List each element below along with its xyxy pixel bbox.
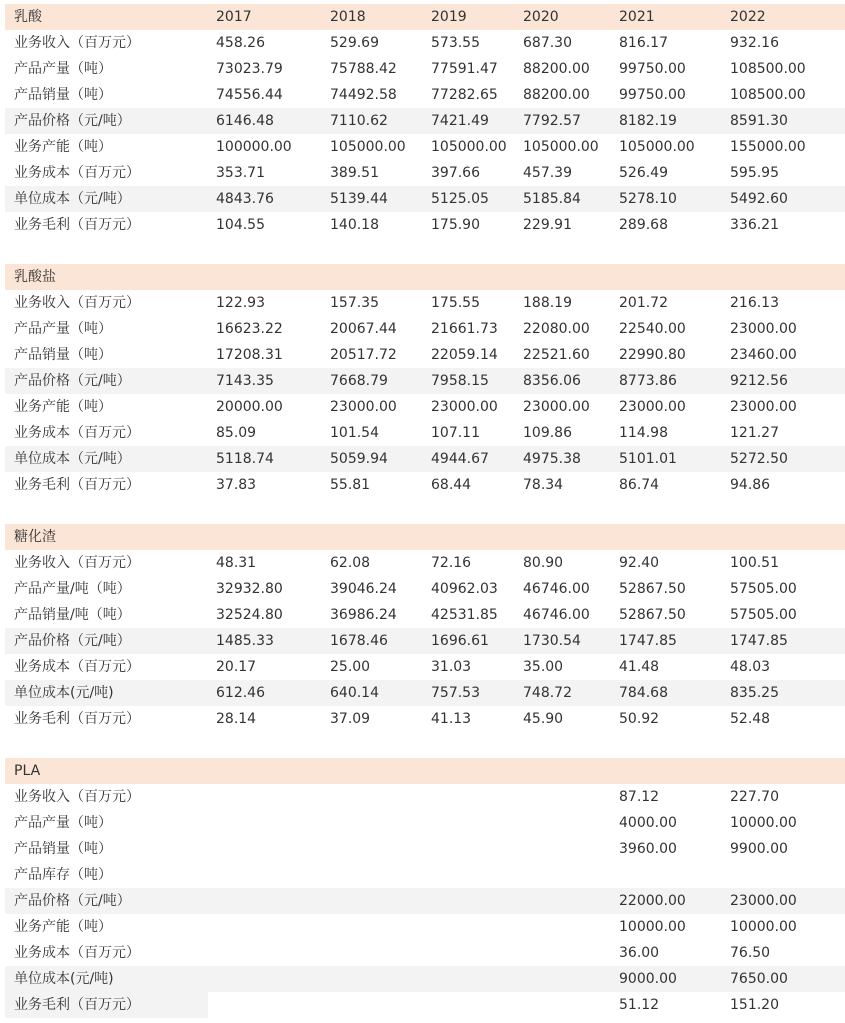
value-cell: 104.55 bbox=[216, 217, 265, 233]
value-cell: 5118.74 bbox=[216, 451, 274, 467]
value-cell: 52.48 bbox=[730, 711, 771, 727]
value-cell: 32524.80 bbox=[216, 607, 283, 623]
value-cell: 175.55 bbox=[431, 295, 480, 311]
row-label: 业务收入（百万元） bbox=[14, 295, 140, 311]
value-cell: 1747.85 bbox=[619, 633, 677, 649]
value-cell: 85.09 bbox=[216, 425, 257, 441]
value-cell: 216.13 bbox=[730, 295, 779, 311]
table-row bbox=[5, 134, 845, 160]
value-cell: 1678.46 bbox=[330, 633, 388, 649]
value-cell: 612.46 bbox=[216, 685, 265, 701]
value-cell: 529.69 bbox=[330, 35, 379, 51]
table-row bbox=[5, 160, 845, 186]
year-header: 2017 bbox=[216, 9, 252, 25]
table-row bbox=[5, 940, 845, 966]
table-row bbox=[5, 342, 845, 368]
value-cell: 20000.00 bbox=[216, 399, 283, 415]
value-cell: 92.40 bbox=[619, 555, 660, 571]
value-cell: 100.51 bbox=[730, 555, 779, 571]
value-cell: 526.49 bbox=[619, 165, 668, 181]
table-row bbox=[5, 186, 845, 212]
value-cell: 6146.48 bbox=[216, 113, 274, 129]
section-pla bbox=[5, 758, 845, 1018]
value-cell: 32932.80 bbox=[216, 581, 283, 597]
value-cell: 397.66 bbox=[431, 165, 480, 181]
value-cell: 687.30 bbox=[523, 35, 572, 51]
value-cell: 5492.60 bbox=[730, 191, 788, 207]
row-label: 产品价格（元/吨） bbox=[14, 113, 131, 129]
value-cell: 7650.00 bbox=[730, 971, 788, 987]
value-cell: 22540.00 bbox=[619, 321, 686, 337]
row-label: 产品产量/吨（吨） bbox=[14, 581, 131, 597]
value-cell: 52867.50 bbox=[619, 607, 686, 623]
value-cell: 122.93 bbox=[216, 295, 265, 311]
year-header: 2022 bbox=[730, 9, 766, 25]
year-header: 2020 bbox=[523, 9, 559, 25]
value-cell: 835.25 bbox=[730, 685, 779, 701]
section-header bbox=[5, 524, 845, 550]
value-cell: 80.90 bbox=[523, 555, 564, 571]
row-label: 业务成本（百万元） bbox=[14, 425, 140, 441]
section-lactate bbox=[5, 264, 845, 498]
table-row bbox=[5, 394, 845, 420]
value-cell: 3960.00 bbox=[619, 841, 677, 857]
row-label: 产品价格（元/吨） bbox=[14, 373, 131, 389]
table-row bbox=[5, 212, 845, 238]
value-cell: 23460.00 bbox=[730, 347, 797, 363]
section-header bbox=[5, 4, 845, 30]
row-label: 产品销量（吨） bbox=[14, 347, 112, 363]
section-header bbox=[5, 758, 845, 784]
row-label: 产品销量/吨（吨） bbox=[14, 607, 131, 623]
table-row bbox=[5, 446, 845, 472]
value-cell: 595.95 bbox=[730, 165, 779, 181]
value-cell: 8591.30 bbox=[730, 113, 788, 129]
value-cell: 4843.76 bbox=[216, 191, 274, 207]
value-cell: 77282.65 bbox=[431, 87, 498, 103]
row-label: 业务收入（百万元） bbox=[14, 555, 140, 571]
value-cell: 74556.44 bbox=[216, 87, 283, 103]
value-cell: 20517.72 bbox=[330, 347, 397, 363]
value-cell: 23000.00 bbox=[730, 893, 797, 909]
value-cell: 22000.00 bbox=[619, 893, 686, 909]
table-row bbox=[5, 550, 845, 576]
table-row bbox=[5, 30, 845, 56]
value-cell: 23000.00 bbox=[730, 399, 797, 415]
row-label: 业务成本（百万元） bbox=[14, 165, 140, 181]
table-row bbox=[5, 862, 845, 888]
value-cell: 87.12 bbox=[619, 789, 660, 805]
value-cell: 55.81 bbox=[330, 477, 371, 493]
value-cell: 28.14 bbox=[216, 711, 257, 727]
value-cell: 227.70 bbox=[730, 789, 779, 805]
value-cell: 62.08 bbox=[330, 555, 371, 571]
table-row bbox=[5, 654, 845, 680]
value-cell: 573.55 bbox=[431, 35, 480, 51]
row-label: 产品销量（吨） bbox=[14, 87, 112, 103]
value-cell: 25.00 bbox=[330, 659, 371, 675]
value-cell: 1747.85 bbox=[730, 633, 788, 649]
value-cell: 108500.00 bbox=[730, 87, 806, 103]
row-label: 单位成本（元/吨） bbox=[14, 191, 131, 207]
row-label: 业务产能（吨） bbox=[14, 399, 112, 415]
value-cell: 5101.01 bbox=[619, 451, 677, 467]
value-cell: 23000.00 bbox=[730, 321, 797, 337]
value-cell: 68.44 bbox=[431, 477, 472, 493]
value-cell: 99750.00 bbox=[619, 61, 686, 77]
value-cell: 48.31 bbox=[216, 555, 257, 571]
row-label: 单位成本(元/吨) bbox=[14, 685, 114, 701]
value-cell: 1696.61 bbox=[431, 633, 489, 649]
value-cell: 5059.94 bbox=[330, 451, 388, 467]
value-cell: 10000.00 bbox=[730, 815, 797, 831]
table-row bbox=[5, 420, 845, 446]
row-label: 产品产量（吨） bbox=[14, 61, 112, 77]
value-cell: 100000.00 bbox=[216, 139, 292, 155]
value-cell: 457.39 bbox=[523, 165, 572, 181]
value-cell: 20.17 bbox=[216, 659, 257, 675]
row-label: 业务毛利（百万元） bbox=[14, 711, 140, 727]
value-cell: 23000.00 bbox=[330, 399, 397, 415]
value-cell: 4000.00 bbox=[619, 815, 677, 831]
value-cell: 37.83 bbox=[216, 477, 257, 493]
value-cell: 9000.00 bbox=[619, 971, 677, 987]
table-row bbox=[5, 56, 845, 82]
value-cell: 16623.22 bbox=[216, 321, 283, 337]
value-cell: 57505.00 bbox=[730, 581, 797, 597]
value-cell: 99750.00 bbox=[619, 87, 686, 103]
value-cell: 9212.56 bbox=[730, 373, 788, 389]
value-cell: 229.91 bbox=[523, 217, 572, 233]
value-cell: 21661.73 bbox=[431, 321, 498, 337]
row-label: 产品价格（元/吨） bbox=[14, 893, 131, 909]
value-cell: 640.14 bbox=[330, 685, 379, 701]
value-cell: 88200.00 bbox=[523, 61, 590, 77]
value-cell: 10000.00 bbox=[619, 919, 686, 935]
value-cell: 74492.58 bbox=[330, 87, 397, 103]
value-cell: 41.48 bbox=[619, 659, 660, 675]
value-cell: 22990.80 bbox=[619, 347, 686, 363]
row-label: 业务毛利（百万元） bbox=[14, 477, 140, 493]
value-cell: 4975.38 bbox=[523, 451, 581, 467]
value-cell: 8356.06 bbox=[523, 373, 581, 389]
value-cell: 289.68 bbox=[619, 217, 668, 233]
table-row bbox=[5, 992, 845, 1018]
value-cell: 46746.00 bbox=[523, 581, 590, 597]
section-title: 乳酸盐 bbox=[14, 269, 56, 285]
year-header: 2019 bbox=[431, 9, 467, 25]
table-row bbox=[5, 784, 845, 810]
value-cell: 7668.79 bbox=[330, 373, 388, 389]
value-cell: 46746.00 bbox=[523, 607, 590, 623]
value-cell: 86.74 bbox=[619, 477, 660, 493]
value-cell: 201.72 bbox=[619, 295, 668, 311]
value-cell: 7792.57 bbox=[523, 113, 581, 129]
value-cell: 121.27 bbox=[730, 425, 779, 441]
value-cell: 50.92 bbox=[619, 711, 660, 727]
value-cell: 101.54 bbox=[330, 425, 379, 441]
table-row bbox=[5, 316, 845, 342]
value-cell: 31.03 bbox=[431, 659, 472, 675]
value-cell: 784.68 bbox=[619, 685, 668, 701]
row-label: 业务产能（吨） bbox=[14, 919, 112, 935]
value-cell: 7958.15 bbox=[431, 373, 489, 389]
value-cell: 42531.85 bbox=[431, 607, 498, 623]
year-header: 2021 bbox=[619, 9, 655, 25]
row-label: 产品库存（吨） bbox=[14, 867, 112, 883]
section-lactic-acid bbox=[5, 4, 845, 238]
value-cell: 748.72 bbox=[523, 685, 572, 701]
table-row bbox=[5, 966, 845, 992]
value-cell: 458.26 bbox=[216, 35, 265, 51]
value-cell: 336.21 bbox=[730, 217, 779, 233]
value-cell: 389.51 bbox=[330, 165, 379, 181]
table-row bbox=[5, 602, 845, 628]
section-saccharification-residue bbox=[5, 524, 845, 732]
value-cell: 7421.49 bbox=[431, 113, 489, 129]
value-cell: 76.50 bbox=[730, 945, 771, 961]
value-cell: 1485.33 bbox=[216, 633, 274, 649]
value-cell: 75788.42 bbox=[330, 61, 397, 77]
value-cell: 114.98 bbox=[619, 425, 668, 441]
row-label: 单位成本(元/吨) bbox=[14, 971, 114, 987]
value-cell: 78.34 bbox=[523, 477, 564, 493]
value-cell: 105000.00 bbox=[619, 139, 695, 155]
value-cell: 9900.00 bbox=[730, 841, 788, 857]
row-label: 业务成本（百万元） bbox=[14, 945, 140, 961]
row-label: 业务收入（百万元） bbox=[14, 35, 140, 51]
value-cell: 22080.00 bbox=[523, 321, 590, 337]
row-label: 单位成本（元/吨） bbox=[14, 451, 131, 467]
value-cell: 40962.03 bbox=[431, 581, 498, 597]
value-cell: 72.16 bbox=[431, 555, 472, 571]
value-cell: 23000.00 bbox=[431, 399, 498, 415]
row-label: 业务成本（百万元） bbox=[14, 659, 140, 675]
year-header: 2018 bbox=[330, 9, 366, 25]
row-label: 产品销量（吨） bbox=[14, 841, 112, 857]
value-cell: 41.13 bbox=[431, 711, 472, 727]
table-row bbox=[5, 108, 845, 134]
table-row bbox=[5, 836, 845, 862]
value-cell: 57505.00 bbox=[730, 607, 797, 623]
value-cell: 157.35 bbox=[330, 295, 379, 311]
value-cell: 105000.00 bbox=[431, 139, 507, 155]
value-cell: 8773.86 bbox=[619, 373, 677, 389]
value-cell: 107.11 bbox=[431, 425, 480, 441]
value-cell: 48.03 bbox=[730, 659, 771, 675]
value-cell: 17208.31 bbox=[216, 347, 283, 363]
section-header bbox=[5, 264, 845, 290]
table-row bbox=[5, 576, 845, 602]
financial-table bbox=[5, 4, 845, 1018]
value-cell: 35.00 bbox=[523, 659, 564, 675]
value-cell: 188.19 bbox=[523, 295, 572, 311]
table-row bbox=[5, 628, 845, 654]
value-cell: 5278.10 bbox=[619, 191, 677, 207]
row-label: 产品价格（元/吨） bbox=[14, 633, 131, 649]
table-row bbox=[5, 290, 845, 316]
value-cell: 109.86 bbox=[523, 425, 572, 441]
value-cell: 39046.24 bbox=[330, 581, 397, 597]
value-cell: 73023.79 bbox=[216, 61, 283, 77]
value-cell: 77591.47 bbox=[431, 61, 498, 77]
table-row bbox=[5, 888, 845, 914]
value-cell: 155000.00 bbox=[730, 139, 806, 155]
value-cell: 22521.60 bbox=[523, 347, 590, 363]
value-cell: 353.71 bbox=[216, 165, 265, 181]
value-cell: 7143.35 bbox=[216, 373, 274, 389]
value-cell: 932.16 bbox=[730, 35, 779, 51]
table-row bbox=[5, 680, 845, 706]
value-cell: 36986.24 bbox=[330, 607, 397, 623]
table-row bbox=[5, 810, 845, 836]
value-cell: 105000.00 bbox=[330, 139, 406, 155]
value-cell: 88200.00 bbox=[523, 87, 590, 103]
value-cell: 175.90 bbox=[431, 217, 480, 233]
value-cell: 51.12 bbox=[619, 997, 660, 1013]
row-label: 业务产能（吨） bbox=[14, 139, 112, 155]
table-row bbox=[5, 472, 845, 498]
value-cell: 5139.44 bbox=[330, 191, 388, 207]
value-cell: 8182.19 bbox=[619, 113, 677, 129]
value-cell: 1730.54 bbox=[523, 633, 581, 649]
row-label: 产品产量（吨） bbox=[14, 321, 112, 337]
value-cell: 4944.67 bbox=[431, 451, 489, 467]
value-cell: 140.18 bbox=[330, 217, 379, 233]
table-row bbox=[5, 706, 845, 732]
value-cell: 20067.44 bbox=[330, 321, 397, 337]
row-label: 业务毛利（百万元） bbox=[14, 997, 140, 1013]
row-label: 业务收入（百万元） bbox=[14, 789, 140, 805]
value-cell: 36.00 bbox=[619, 945, 660, 961]
section-title: 糖化渣 bbox=[14, 529, 56, 545]
row-label: 业务毛利（百万元） bbox=[14, 217, 140, 233]
value-cell: 151.20 bbox=[730, 997, 779, 1013]
value-cell: 5185.84 bbox=[523, 191, 581, 207]
value-cell: 45.90 bbox=[523, 711, 564, 727]
value-cell: 816.17 bbox=[619, 35, 668, 51]
value-cell: 5125.05 bbox=[431, 191, 489, 207]
value-cell: 52867.50 bbox=[619, 581, 686, 597]
value-cell: 94.86 bbox=[730, 477, 771, 493]
row-label: 产品产量（吨） bbox=[14, 815, 112, 831]
table-row bbox=[5, 368, 845, 394]
value-cell: 5272.50 bbox=[730, 451, 788, 467]
value-cell: 108500.00 bbox=[730, 61, 806, 77]
section-title: 乳酸 bbox=[14, 9, 42, 25]
value-cell: 757.53 bbox=[431, 685, 480, 701]
value-cell: 105000.00 bbox=[523, 139, 599, 155]
table-row bbox=[5, 82, 845, 108]
value-cell: 10000.00 bbox=[730, 919, 797, 935]
value-cell: 23000.00 bbox=[619, 399, 686, 415]
value-cell: 7110.62 bbox=[330, 113, 388, 129]
value-cell: 23000.00 bbox=[523, 399, 590, 415]
section-title: PLA bbox=[14, 763, 41, 779]
value-cell: 22059.14 bbox=[431, 347, 498, 363]
table-row bbox=[5, 914, 845, 940]
value-cell: 37.09 bbox=[330, 711, 371, 727]
